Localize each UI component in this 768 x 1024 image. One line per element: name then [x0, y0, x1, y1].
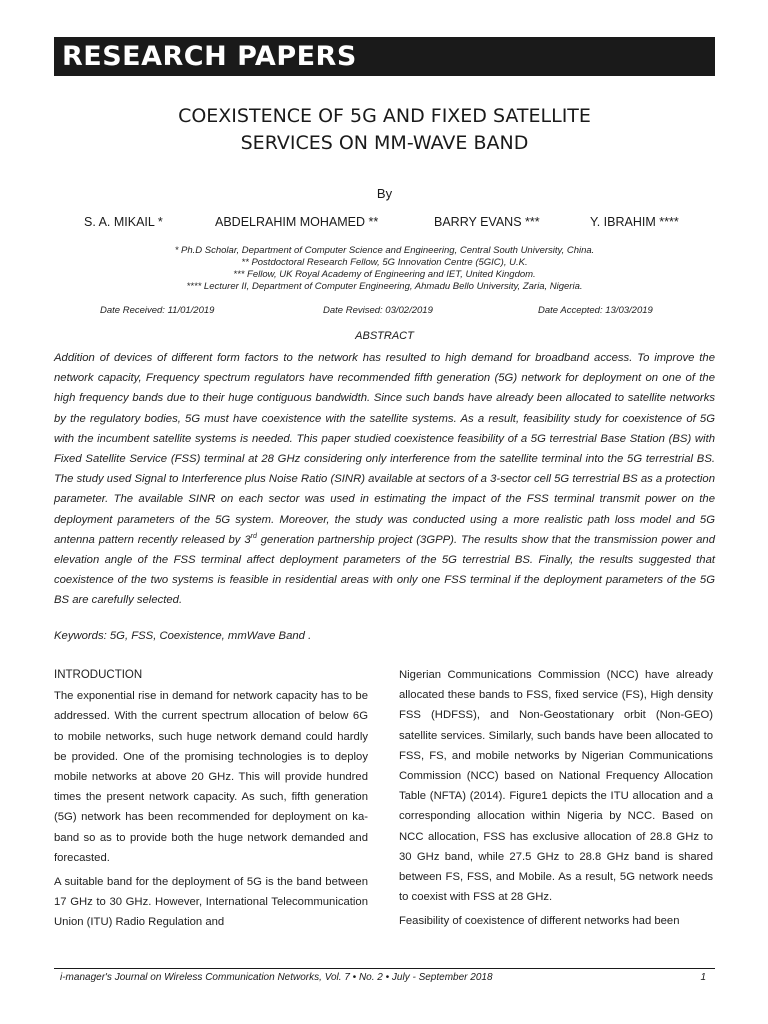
abstract-part-2: generation partnership project (3GPP). The results show that the transmission power and elevation angle of the FSS terminal affect deployment parameters of the 5G terrestrial BS. Finally, the results suggested that coexistence of the two systems is feasible in residential areas with only one FSS terminal if the deployment parameters of the 5G BS are carefully selected. — [54, 533, 715, 607]
affiliations — [54, 245, 715, 293]
abstract-text — [54, 348, 715, 611]
introduction-heading: INTRODUCTION — [54, 669, 143, 681]
left-paragraph-2: A suitable band for the deployment of 5G is the band between 17 GHz to 30 GHz. However, International Telecommunication Union (ITU) Radio Regulation and — [54, 876, 368, 929]
right-column — [399, 665, 713, 936]
abstract-heading: ABSTRACT — [355, 330, 414, 342]
title-line-1: COEXISTENCE OF 5G AND FIXED SATELLITE — [178, 105, 591, 127]
affiliation-4: **** Lecturer II, Department of Computer Engineering, Ahmadu Bello University, Zaria, Nigeria. — [186, 281, 583, 292]
author-3: BARRY EVANS *** — [434, 215, 540, 229]
journal-citation: i-manager's Journal on Wireless Communication Networks, Vol. 7 • No. 2 • July - September 2018 — [60, 972, 493, 983]
abstract-part-1: Addition of devices of different form factors to the network has resulted to high demand for broadband access. To improve the network capacity, Frequency spectrum regulators have recommended fifth generation (5G) network for deployment on one of the high frequency bands due to their huge contiguous bandwidth. Since such bands have already been allocated to satellite networks by the regulatory bodies, 5G must have coexistence with the satellite systems. As a result, feasibility study for coexistence of 5G with the incumbent satellite systems is needed. This paper studied coexistence feasibility of a 5G terrestrial Base Station (BS) with Fixed Satellite Service (FSS) terminal at 28 GHz considering only interference from the satellite terminal into the 5G terrestrial BS. The study used Signal to Interference plus Noise Ratio (SINR) available at sectors of a 3-sector cell 5G terrestrial BS as a protection parameter. The available SINR on each sector was used in estimating the impact of the FSS terminal transmit power on the deployment parameters of the 5G system. Moreover, the study was conducted using a more realistic path loss model and 5G antenna pattern recently released by 3 — [54, 352, 715, 546]
page-number: 1 — [700, 972, 706, 983]
affiliation-2: ** Postdoctoral Research Fellow, 5G Innovation Centre (5GIC), U.K. — [241, 257, 528, 268]
right-paragraph-1: Nigerian Communications Commission (NCC) have already allocated these bands to FSS, fixed service (FS), High density FSS (HDFSS), and Non-Geostationary orbit (Non-GEO) satellite services. Similarly, such bands have been allocated to FSS, FS, and mobile networks by Nigerian Communications Commission (NCC) based on National Frequency Allocation Table (NFTA) (2014). Figure1 depicts the ITU allocation and a corresponding allocation within Nigeria by NCC. Based on NCC allocation, FSS has exclusive allocation of 28.8 GHz to 30 GHz band, while 27.5 GHz to 28.8 GHz band is shared between FS, FSS, and Mobile. As a result, 5G network needs to coexist with FSS at 28 GHz. — [399, 669, 713, 904]
left-paragraph-1: The exponential rise in demand for network capacity has to be addressed. With the current spectrum allocation of below 6G to mobile networks, such huge network demand could hardly be provided. One of the promising technologies is to deploy mobile networks at above 20 GHz. This will provide hundred times the present network capacity. As such, fifth generation (5G) network has been recommended for deployment on ka-band so as to provide both the huge network demanded and forecasted. — [54, 690, 368, 864]
paper-title — [54, 103, 715, 157]
author-1: S. A. MIKAIL * — [84, 215, 163, 229]
footer-divider — [54, 968, 715, 969]
date-accepted: Date Accepted: 13/03/2019 — [538, 305, 653, 316]
date-revised: Date Revised: 03/02/2019 — [323, 305, 433, 316]
left-column — [54, 665, 368, 937]
title-line-2: SERVICES ON MM-WAVE BAND — [240, 132, 529, 154]
section-banner: RESEARCH PAPERS — [54, 37, 715, 76]
abstract-superscript: rd — [250, 533, 257, 541]
byline: By — [376, 186, 393, 201]
author-4: Y. IBRAHIM **** — [590, 215, 679, 229]
right-paragraph-2: Feasibility of coexistence of different networks had been — [399, 915, 680, 928]
keywords: Keywords: 5G, FSS, Coexistence, mmWave Band . — [54, 630, 312, 642]
date-received: Date Received: 11/01/2019 — [100, 305, 215, 316]
author-2: ABDELRAHIM MOHAMED ** — [215, 215, 379, 229]
affiliation-3: *** Fellow, UK Royal Academy of Engineering and IET, United Kingdom. — [233, 269, 536, 280]
affiliation-1: * Ph.D Scholar, Department of Computer Science and Engineering, Central South University, China. — [174, 245, 595, 256]
